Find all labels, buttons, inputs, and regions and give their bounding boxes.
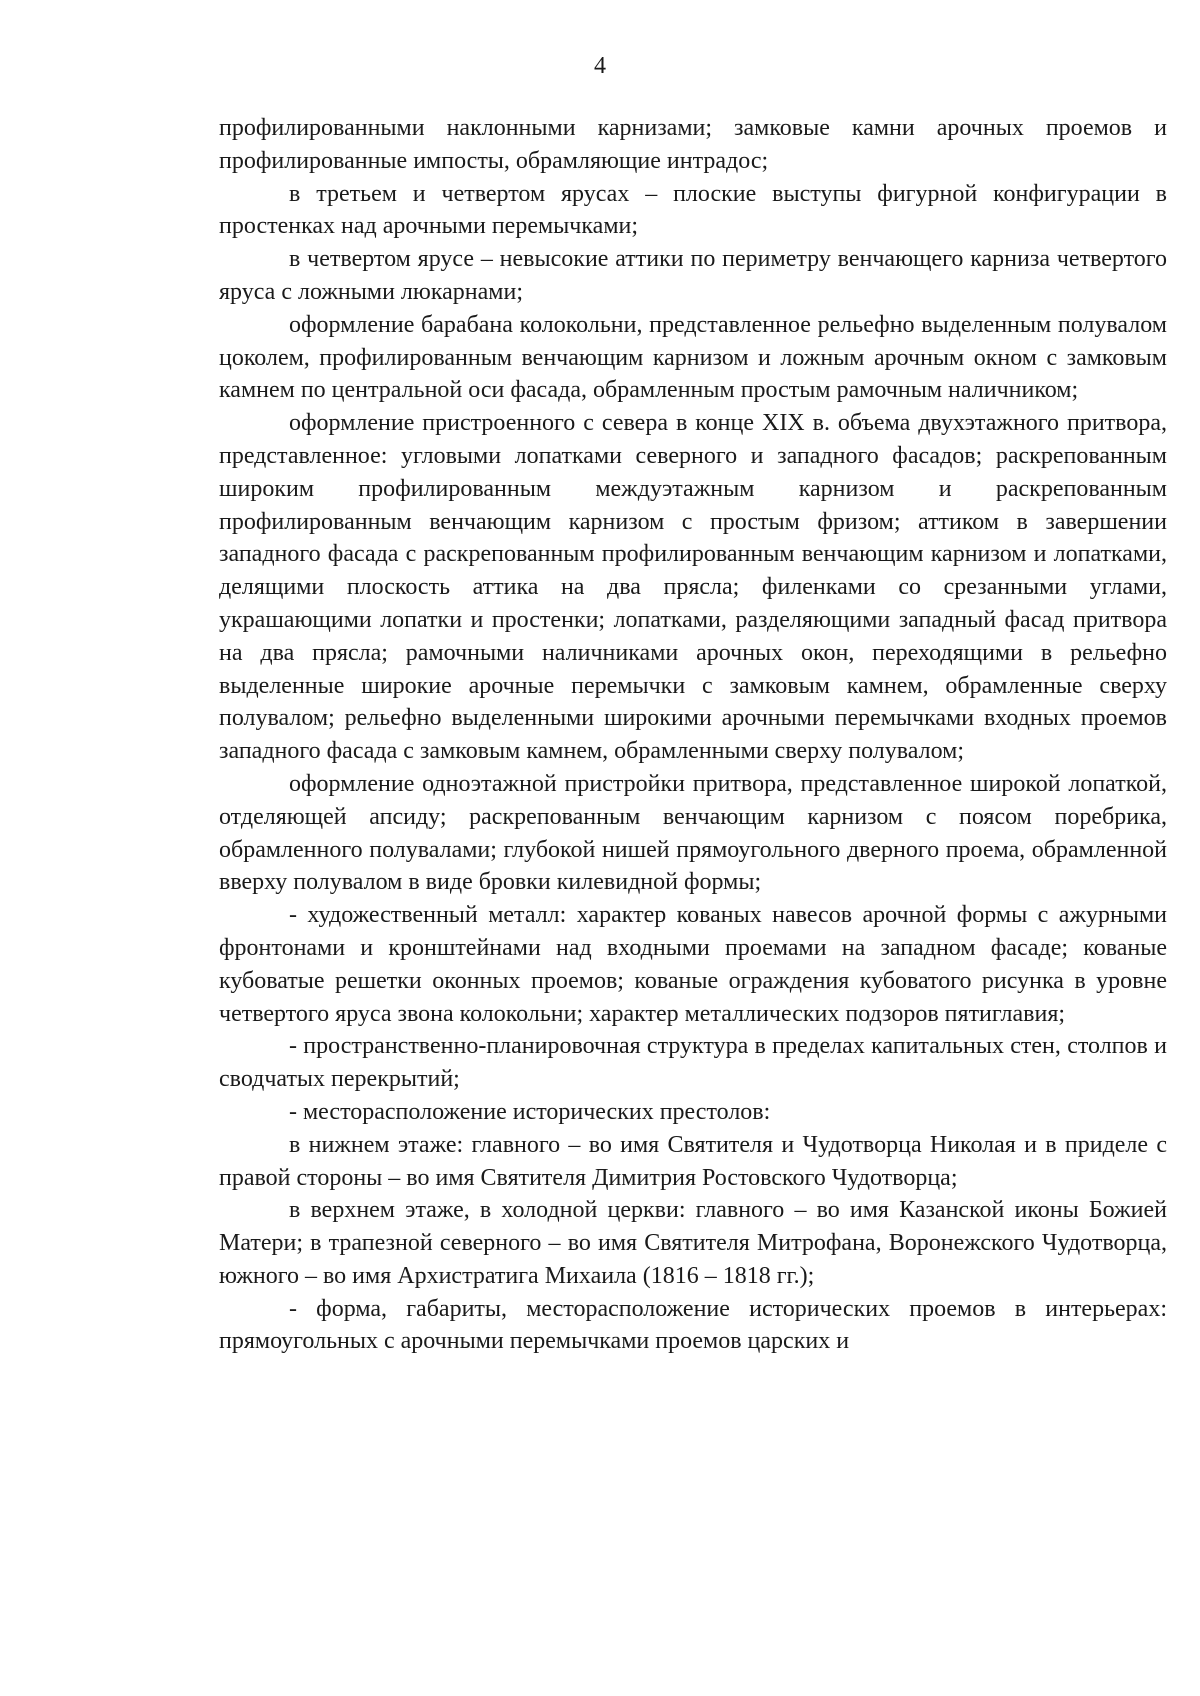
- paragraph-7: - художественный металл: характер кованых навесов арочной формы с ажурными фронтонами и кронштейнами над входными проемами на западном фасаде; кованые кубоватые решетки оконных проемов; кованые ограждения кубоватого рисунка в уровне четвертого яруса звона колокольни; характер металлических подзоров пятиглавия;: [219, 902, 1167, 1027]
- paragraph-8: - пространственно-планировочная структура в пределах капитальных стен, столпов и сводчатых перекрытий;: [219, 1033, 1167, 1093]
- page-number: 4: [594, 53, 606, 79]
- paragraph-4: оформление барабана колокольни, представленное рельефно выделенным полувалом цоколем, профилированным венчающим карнизом и ложным арочным окном с замковым камнем по центральной оси фасада, обрамленным простым рамочным наличником;: [219, 311, 1167, 404]
- paragraph-11: в верхнем этаже, в холодной церкви: главного – во имя Казанской иконы Божией Матери; в трапезной северного – во имя Святителя Митрофана, Воронежского Чудотворца, южного – во имя Архистратига Михаила (1816 – 1818 гг.);: [219, 1197, 1167, 1289]
- paragraph-12: - форма, габариты, месторасположение исторических проемов в интерьерах: прямоугольных с арочными перемычками проемов царских и: [219, 1295, 1167, 1355]
- paragraph-1: профилированными наклонными карнизами; замковые камни арочных проемов и профилированные импосты, обрамляющие интрадос;: [219, 115, 1167, 174]
- document-body: [219, 112, 1167, 1358]
- paragraph-5: оформление пристроенного с севера в конце XIX в. объема двухэтажного притвора, представленное: угловыми лопатками северного и западного фасадов; раскрепованным широким профилированным междуэтажным карнизом и раскрепованным профилированным венчающим карнизом с простым фризом; аттиком в завершении западного фасада с раскрепованным профилированным венчающим карнизом и лопатками, делящими плоскость аттика на два прясла; филенками со срезанными углами, украшающими лопатки и простенки; лопатками, разделяющими западный фасад притвора на два прясла; рамочными наличниками арочных окон, переходящими в рельефно выделенные широкие арочные перемычки с замковым камнем, обрамленные сверху полувалом; рельефно выделенными широкими арочными перемычками входных проемов западного фасада с замковым камнем, обрамленными сверху полувалом;: [219, 410, 1167, 765]
- paragraph-10: в нижнем этаже: главного – во имя Святителя и Чудотворца Николая и в приделе с правой стороны – во имя Святителя Димитрия Ростовского Чудотворца;: [219, 1131, 1167, 1191]
- paragraph-3: в четвертом ярусе – невысокие аттики по периметру венчающего карниза четвертого яруса с ложными люкарнами;: [219, 246, 1167, 305]
- paragraph-2: в третьем и четвертом ярусах – плоские выступы фигурной конфигурации в простенках над арочными перемычками;: [219, 180, 1167, 240]
- paragraph-6: оформление одноэтажной пристройки притвора, представленное широкой лопаткой, отделяющей апсиду; раскрепованным венчающим карнизом с поясом поребрика, обрамленного полувалами; глубокой нишей прямоугольного дверного проема, обрамленной вверху полувалом в виде бровки килевидной формы;: [219, 770, 1167, 896]
- paragraph-9: - месторасположение исторических престолов:: [289, 1098, 771, 1125]
